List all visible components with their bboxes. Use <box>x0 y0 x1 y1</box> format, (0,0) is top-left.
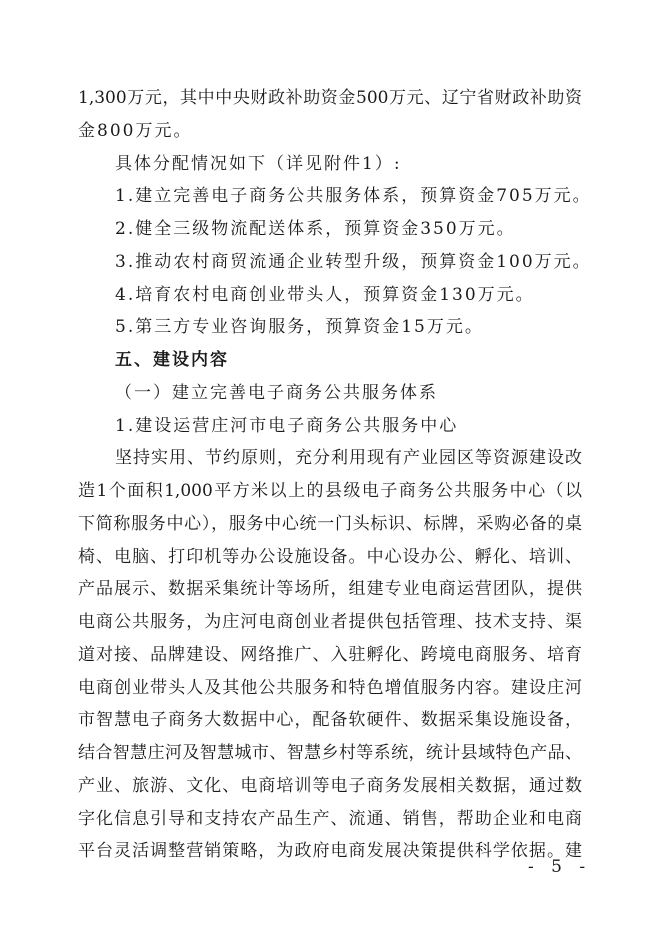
list-item: 1.建立完善电子商务公共服务体系，预算资金705万元。 <box>115 186 592 207</box>
item-heading: 1.建设运营庄河市电子商务公共服务中心 <box>115 415 459 436</box>
text-line: 道对接、品牌建设、网络推广、入驻孵化、跨境电商服务、培育 <box>78 644 582 665</box>
list-item: 3.推动农村商贸流通企业转型升级，预算资金100万元。 <box>115 251 592 272</box>
text-line: 产品展示、数据采集统计等场所，组建专业电商运营团队，提供 <box>78 579 582 600</box>
text-line: 坚持实用、节约原则，充分利用现有产业园区等资源建设改 <box>115 448 582 469</box>
text-line: 电商公共服务，为庄河电商创业者提供包括管理、技术支持、渠 <box>78 612 582 632</box>
document-body <box>78 82 592 868</box>
text-line: 字化信息引导和支持农产品生产、流通、销售，帮助企业和电商 <box>78 808 582 829</box>
text-line: 具体分配情况如下（详见附件1）: <box>115 153 402 174</box>
text-line: 平台灵活调整营销策略，为政府电商发展决策提供科学依据。建 <box>78 841 582 862</box>
text-line: 电商创业带头人及其他公共服务和特色增值服务内容。建设庄河 <box>78 677 582 698</box>
text-line: 下简称服务中心），服务中心统一门头标识、标牌，采购必备的桌 <box>78 513 582 534</box>
text-line: 椅、电脑、打印机等办公设施设备。中心设办公、孵化、培训、 <box>78 546 582 567</box>
subsection-heading: （一）建立完善电子商务公共服务体系 <box>115 382 438 403</box>
text-line: 结合智慧庄河及智慧城市、智慧乡村等系统，统计县域特色产品、 <box>78 743 582 763</box>
list-item: 5.第三方专业咨询服务，预算资金15万元。 <box>115 317 484 338</box>
text-line: 金800万元。 <box>78 120 193 141</box>
section-heading: 五、建设内容 <box>115 350 229 370</box>
text-line: 1,300万元，其中中央财政补助资金500万元、辽宁省财政补助资 <box>78 88 582 108</box>
list-item: 2.健全三级物流配送体系，预算资金350万元。 <box>115 219 516 239</box>
text-line: 造1个面积1,000平方米以上的县级电子商务公共服务中心（以 <box>78 481 582 501</box>
text-line: 产业、旅游、文化、电商培训等电子商务发展相关数据，通过数 <box>78 775 582 796</box>
page-number: - 5 - <box>528 857 592 877</box>
text-line: 市智慧电子商务大数据中心，配备软硬件、数据采集设施设备， <box>78 710 582 731</box>
list-item: 4.培育农村电商创业带头人，预算资金130万元。 <box>115 284 535 305</box>
